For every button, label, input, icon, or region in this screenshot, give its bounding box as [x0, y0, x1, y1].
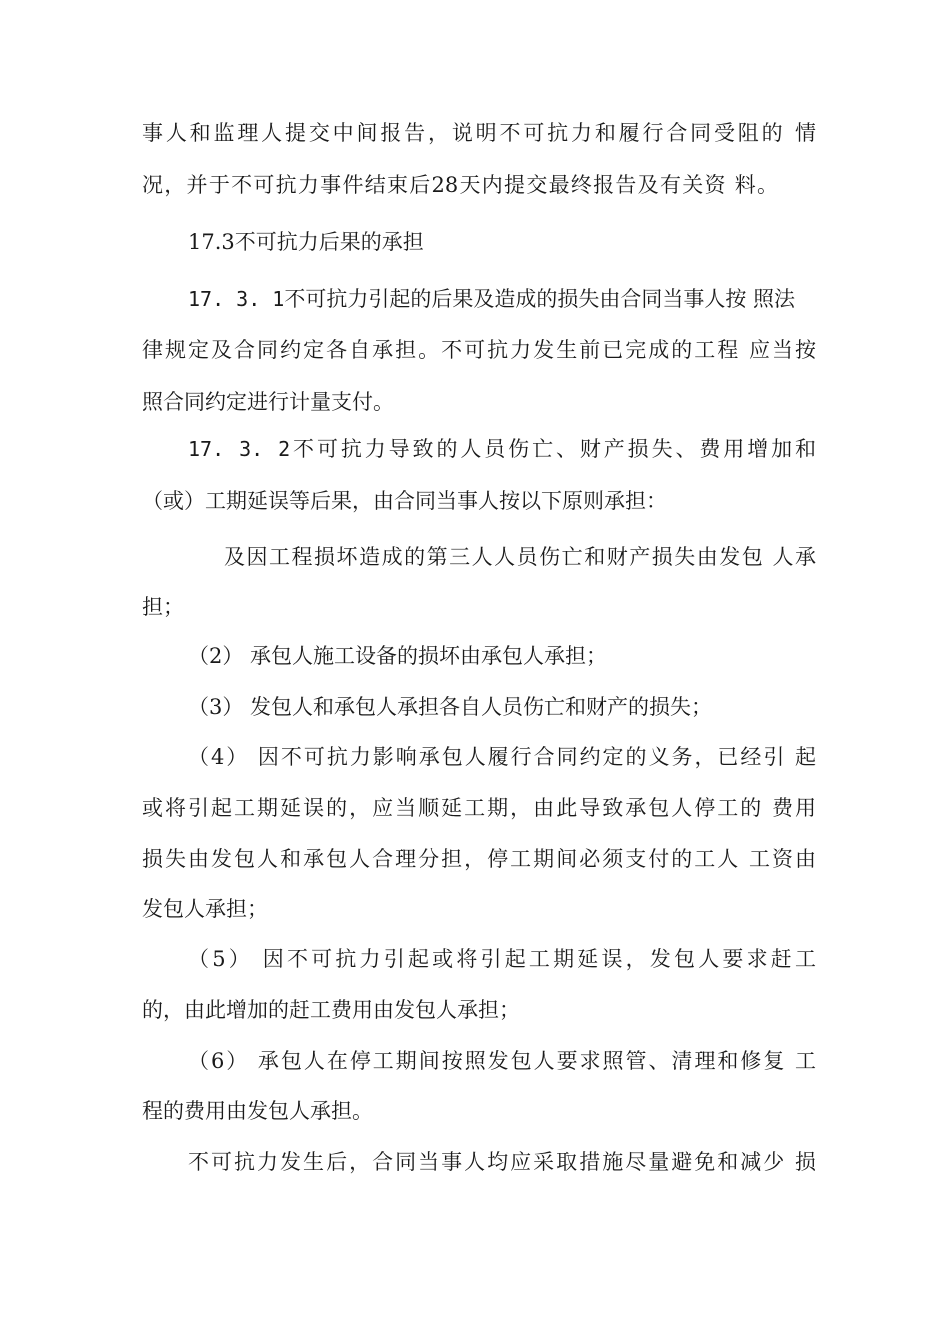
- paragraph-line: 的，由此增加的赶工费用由发包人承担；: [142, 998, 520, 1022]
- list-item-3: （3） 发包人和承包人承担各自人员伤亡和财产的损失；: [188, 695, 713, 719]
- paragraph-line: 程的费用由发包人承担。: [142, 1099, 373, 1123]
- paragraph-line-17-3-2: 17. 3. 2不可抗力导致的人员伤亡、财产损失、费用增加和: [188, 437, 816, 461]
- paragraph-line: 况，并于不可抗力事件结束后28天内提交最终报告及有关资 料。: [142, 173, 778, 197]
- paragraph-line: （或）工期延误等后果，由合同当事人按以下原则承担：: [142, 489, 667, 513]
- paragraph-line: 事人和监理人提交中间报告，说明不可抗力和履行合同受阻的 情: [142, 121, 816, 145]
- paragraph-line: 律规定及合同约定各自承担。不可抗力发生前已完成的工程 应当按: [142, 338, 816, 362]
- paragraph-line: 损失由发包人和承包人合理分担，停工期间必须支付的工人 工资由: [142, 847, 816, 871]
- paragraph-line: 照合同约定进行计量支付。: [142, 390, 394, 414]
- list-item-6: （6） 承包人在停工期间按照发包人要求照管、清理和修复 工: [188, 1049, 816, 1073]
- section-number-17-3-1: 17. 3. 1: [188, 287, 285, 311]
- paragraph-line: 及因工程损坏造成的第三人人员伤亡和财产损失由发包 人承: [224, 545, 816, 569]
- list-item-2: （2） 承包人施工设备的损坏由承包人承担；: [188, 644, 608, 668]
- paragraph-line: 不可抗力发生后，合同当事人均应采取措施尽量避免和减少 损: [188, 1150, 816, 1174]
- paragraph-line: 担；: [142, 595, 184, 619]
- paragraph-line-17-3-1: 17. 3. 1不可抗力引起的后果及造成的损失由合同当事人按 照法: [188, 287, 796, 311]
- list-item-5: （5） 因不可抗力引起或将引起工期延误，发包人要求赶工: [188, 947, 816, 971]
- paragraph-line: 或将引起工期延误的，应当顺延工期，由此导致承包人停工的 费用: [142, 796, 816, 820]
- section-heading-17-3: 17.3不可抗力后果的承担: [188, 230, 424, 254]
- list-item-4: （4） 因不可抗力影响承包人履行合同约定的义务，已经引 起: [188, 745, 816, 769]
- paragraph-line: 发包人承担；: [142, 897, 268, 921]
- section-number-17-3-2: 17. 3. 2: [188, 437, 291, 461]
